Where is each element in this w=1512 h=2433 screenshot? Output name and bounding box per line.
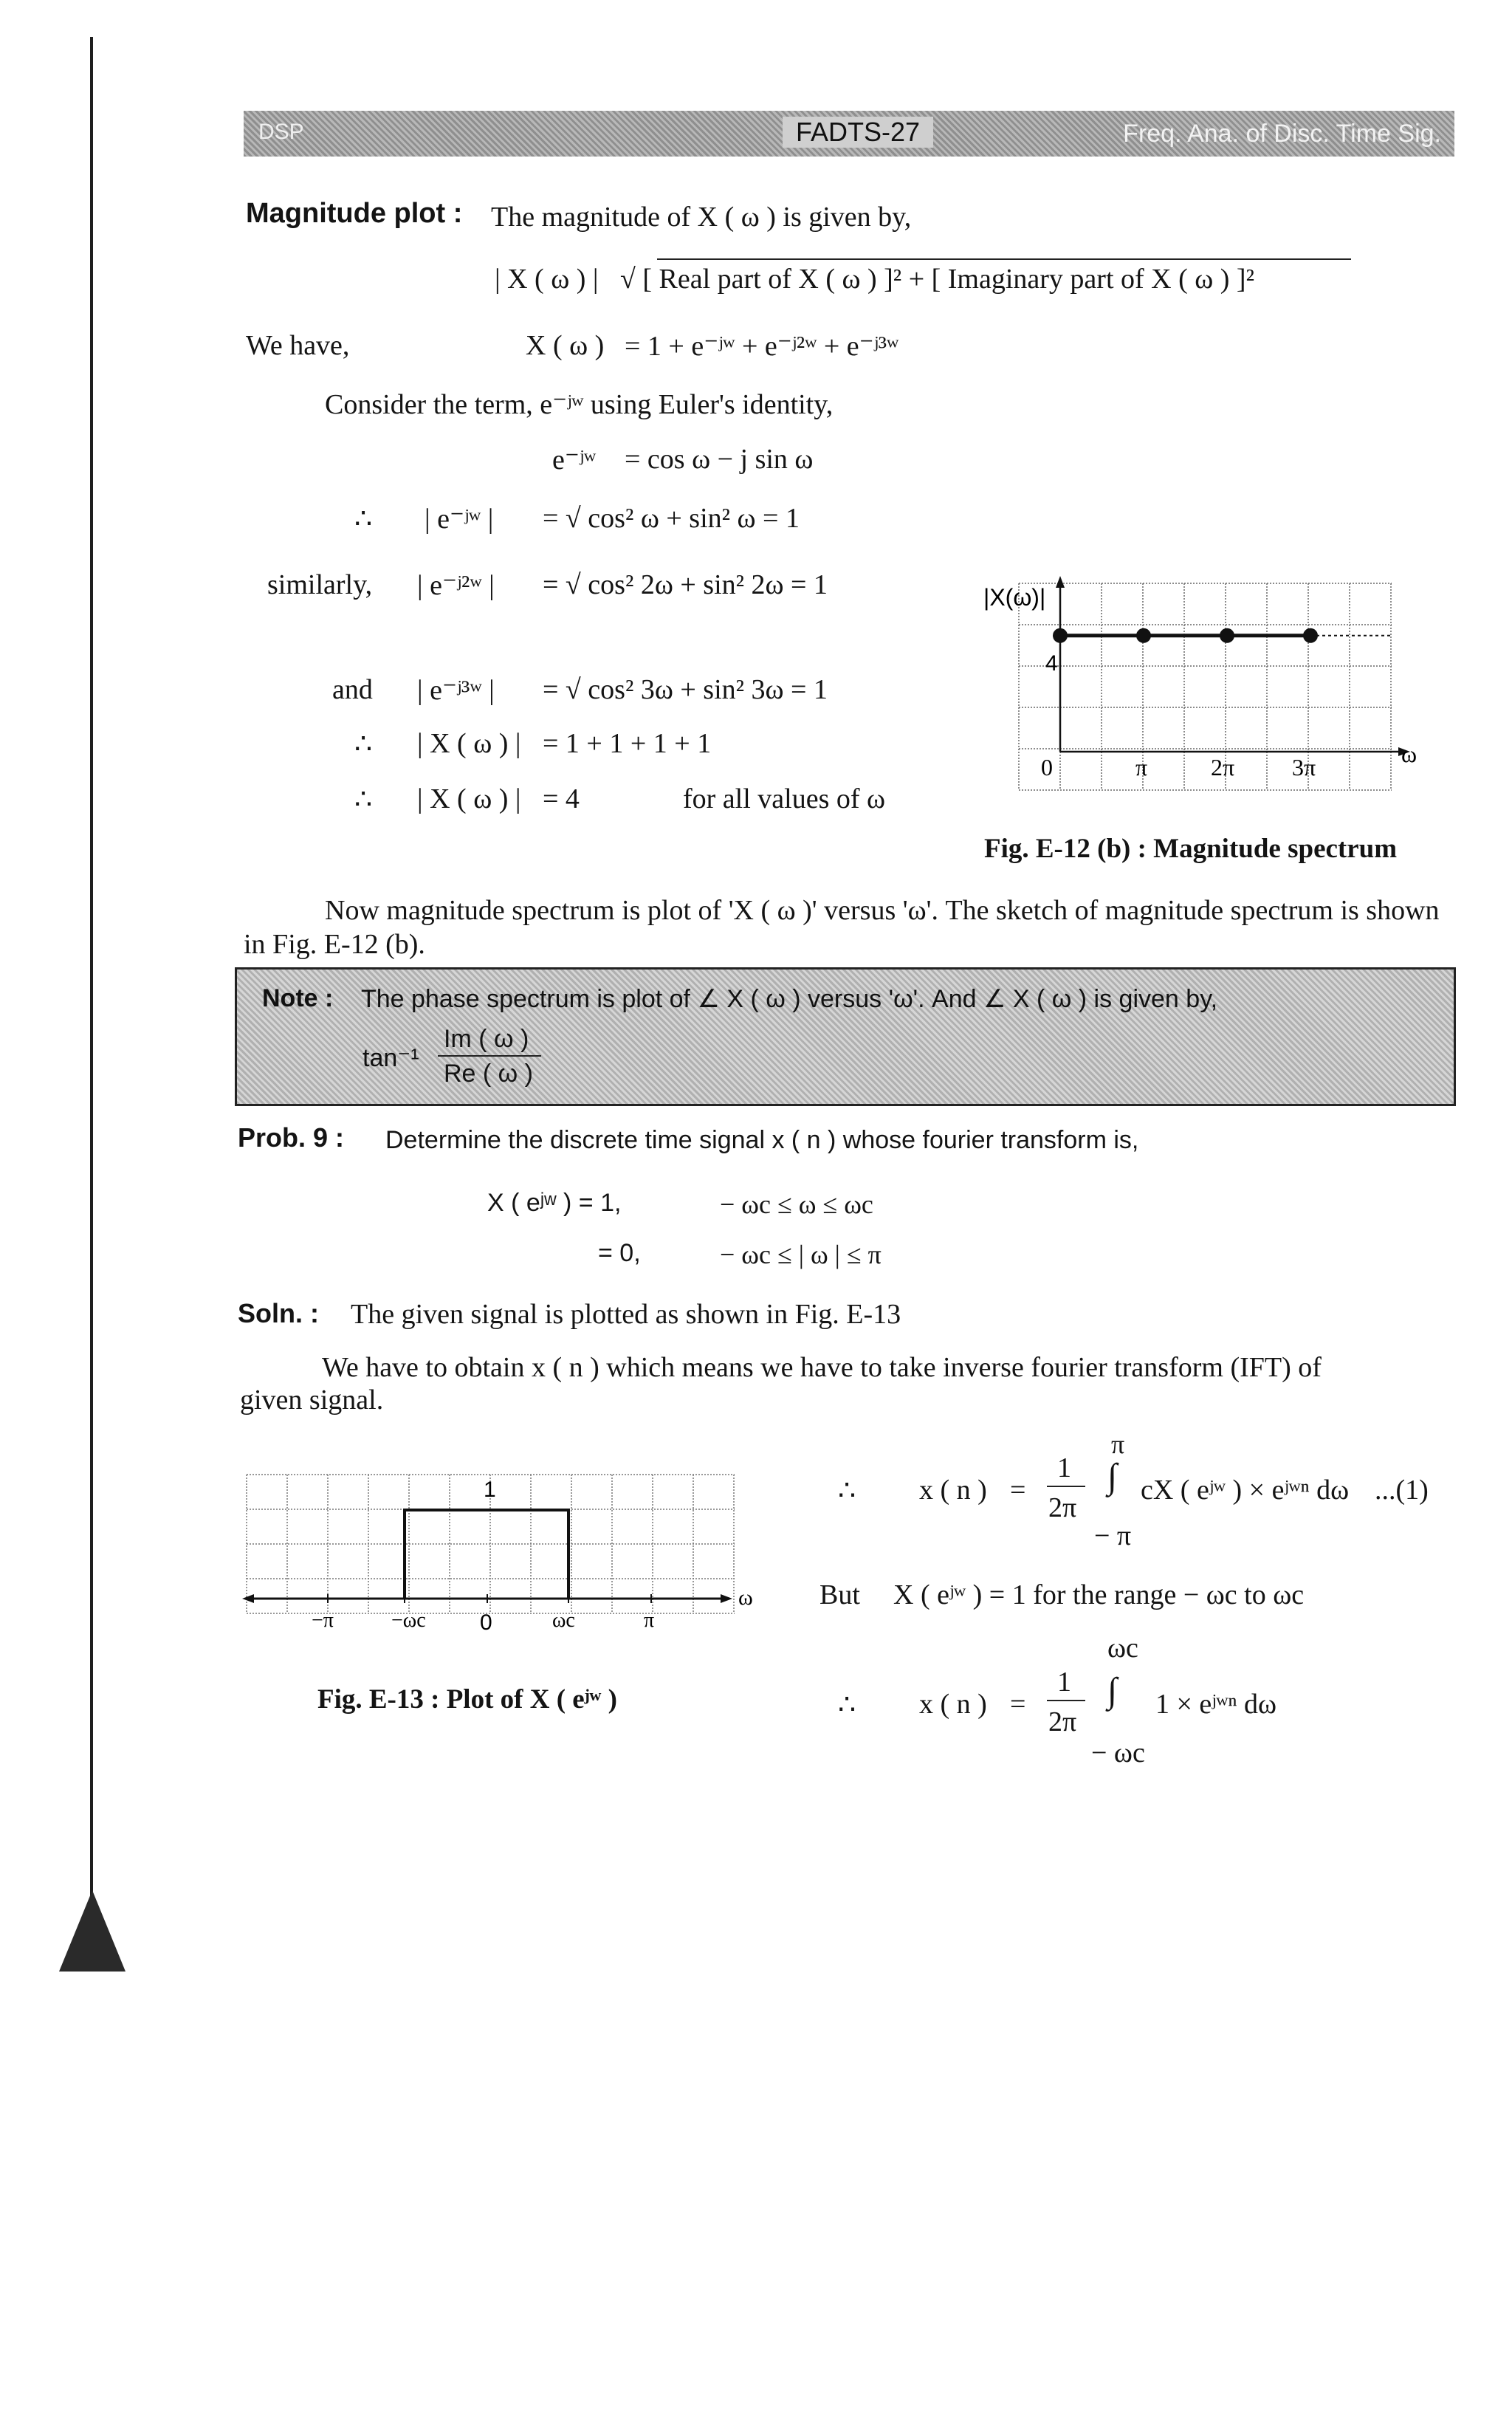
eq2-numerator: 1 [1057,1667,1071,1698]
note-tan: tan⁻¹ [362,1044,419,1072]
magnitude-intro: The magnitude of X ( ω ) is given by, [491,202,912,233]
euler-rhs: = cos ω − j sin ω [625,444,814,475]
sqrt-bar [657,258,1351,260]
fig13-pulse-line [405,1510,568,1599]
fig13-series [405,1510,568,1599]
page-header [244,111,1454,157]
fig12-caption: Fig. E-12 (b) : Magnitude spectrum [984,834,1398,864]
eq1-integral-sign: ∫ [1107,1457,1118,1496]
soln-para-line1: We have to obtain x ( n ) which means we have to take inverse fourier transform (IFT) of [322,1352,1322,1383]
abs1-lhs: | e⁻ʲʷ | [425,504,494,535]
eq1-xn: x ( n ) [919,1475,987,1506]
note-label: Note : [262,984,334,1012]
eq1-reference: ...(1) [1375,1475,1429,1506]
fig13-xtick-minus-pi: −π [312,1609,334,1632]
binding-margin-line [90,37,93,1935]
eq2-lower-limit: − ωc [1091,1737,1145,1768]
eq2-denominator: 2π [1048,1706,1077,1737]
fig13-level-label: 1 [484,1478,496,1502]
fig12-xtick-0: 0 [1041,754,1053,780]
final-lhs: | X ( ω ) | [417,783,521,814]
xw-rhs: = 1 + e⁻ʲʷ + e⁻ʲ²ʷ + e⁻ʲ³ʷ [625,331,899,362]
header-right: Freq. Ana. of Disc. Time Sig. [1123,120,1441,148]
spectrum-paragraph: Now magnitude spectrum is plot of 'X ( ω )' versus 'ω'. The sketch of magnitude spectrum is shown in Fig. E-12 (b). [244,895,1440,960]
header-page-number: FADTS-27 [783,117,933,148]
abs3-lhs: | e⁻ʲ³ʷ | [417,675,495,706]
abs1-rhs: = √ cos² ω + sin² ω = 1 [543,503,800,534]
fig12-xlabel: ω [1401,741,1418,767]
magnitude-formula-rhs: √ [ Real part of X ( ω ) ]² + [ Imaginary part of X ( ω ) ]² [620,264,1254,295]
fig13-xlabel: ω [738,1585,753,1610]
note-fraction-bar [438,1055,541,1057]
fig13-axes [242,1594,732,1603]
prob9-row2-lhs: = 0, [598,1239,641,1267]
fig12-xtick-2pi: 2π [1211,754,1235,780]
eq2-fraction-bar [1047,1700,1085,1701]
note-numerator: Im ( ω ) [444,1025,529,1053]
fig12-ytick-4: 4 [1045,651,1058,676]
fig12-data-point [1053,628,1068,643]
abs2-rhs: = √ cos² 2ω + sin² 2ω = 1 [543,569,828,600]
note-box [235,967,1456,1106]
eq1-therefore: ∴ [838,1475,856,1506]
fig12-xtick-pi: π [1135,754,1148,780]
therefore-3: ∴ [354,784,373,815]
therefore-1: ∴ [354,504,373,535]
eq1-fraction-bar [1047,1486,1085,1487]
prob9-row1-lhs: X ( eʲʷ ) = 1, [487,1189,622,1217]
fig13-xtick-0: 0 [480,1610,492,1635]
sum-lhs: | X ( ω ) | [417,728,521,759]
but-label: But [819,1579,860,1610]
magnitude-heading: Magnitude plot : [246,198,463,229]
soln-label: Soln. : [238,1298,319,1328]
eq2-xn: x ( n ) [919,1689,987,1720]
eq2-integral-sign: ∫ [1107,1671,1118,1710]
final-rhs: = 4 [543,783,580,814]
fig12-data-point [1220,628,1234,643]
fig13-chart [236,1466,768,1643]
eq2-integrand: 1 × eʲʷⁿ dω [1155,1689,1276,1720]
abs2-lhs: | e⁻ʲ²ʷ | [417,570,495,601]
we-have-label: We have, [246,330,350,361]
but-equation: X ( eʲʷ ) = 1 for the range − ωc to ωc [893,1579,1305,1610]
sum-rhs: = 1 + 1 + 1 + 1 [543,728,712,759]
euler-lhs: e⁻ʲʷ [552,445,597,476]
eq1-numerator: 1 [1057,1452,1071,1483]
fig13-caption: Fig. E-13 : Plot of X ( eʲʷ ) [317,1684,617,1715]
magnitude-spectrum-chart [975,569,1432,805]
abs3-rhs: = √ cos² 3ω + sin² 3ω = 1 [543,674,828,705]
and-label: and [332,674,373,705]
magnitude-formula-lhs: | X ( ω ) | [495,264,599,295]
eq2-therefore: ∴ [838,1689,856,1720]
fig13-xtick-minus-wc: −ωc [391,1609,426,1632]
header-left: DSP [258,120,304,144]
fig13-xtick-pi: π [644,1609,655,1632]
eq1-integrand: cX ( eʲʷ ) × eʲʷⁿ dω [1141,1475,1350,1506]
prob9-row1-rhs: − ωc ≤ ω ≤ ωc [720,1190,873,1219]
eq1-lower-limit: − π [1094,1520,1132,1551]
fig12-ylabel: |X(ω)| [983,584,1046,611]
soln-text: The given signal is plotted as shown in Fig. E-13 [351,1299,901,1330]
prob9-text: Determine the discrete time signal x ( n ) whose fourier transform is, [385,1126,1139,1154]
fig12-data-point [1303,628,1318,643]
eq2-equals: = [1010,1689,1026,1720]
fig13-x-arrow-right [721,1594,732,1603]
fig12-y-arrow [1056,576,1065,588]
eq2-upper-limit: ωc [1107,1633,1138,1664]
eq1-denominator: 2π [1048,1492,1077,1523]
fig12-xtick-3pi: 3π [1292,754,1316,780]
note-text: The phase spectrum is plot of ∠ X ( ω ) versus 'ω'. And ∠ X ( ω ) is given by, [361,985,1218,1013]
consider-text: Consider the term, e⁻ʲʷ using Euler's identity, [325,389,834,420]
therefore-2: ∴ [354,729,373,760]
binding-margin-blot [59,1890,126,1972]
soln-para-line2: given signal. [240,1384,384,1415]
note-denominator: Re ( ω ) [444,1060,533,1088]
fig13-x-arrow-left [242,1594,254,1603]
fig12-grid [1019,583,1392,790]
prob9-row2-rhs: − ωc ≤ | ω | ≤ π [720,1240,882,1269]
similarly-label: similarly, [267,569,373,600]
fig12-series [1053,628,1392,643]
final-note: for all values of ω [683,783,886,814]
fig13-xtick-wc: ωc [552,1609,575,1632]
prob9-label: Prob. 9 : [238,1122,345,1153]
eq1-equals: = [1010,1475,1026,1506]
fig12-data-point [1136,628,1151,643]
eq1-upper-limit: π [1111,1430,1125,1459]
xw-lhs: X ( ω ) [526,330,605,361]
